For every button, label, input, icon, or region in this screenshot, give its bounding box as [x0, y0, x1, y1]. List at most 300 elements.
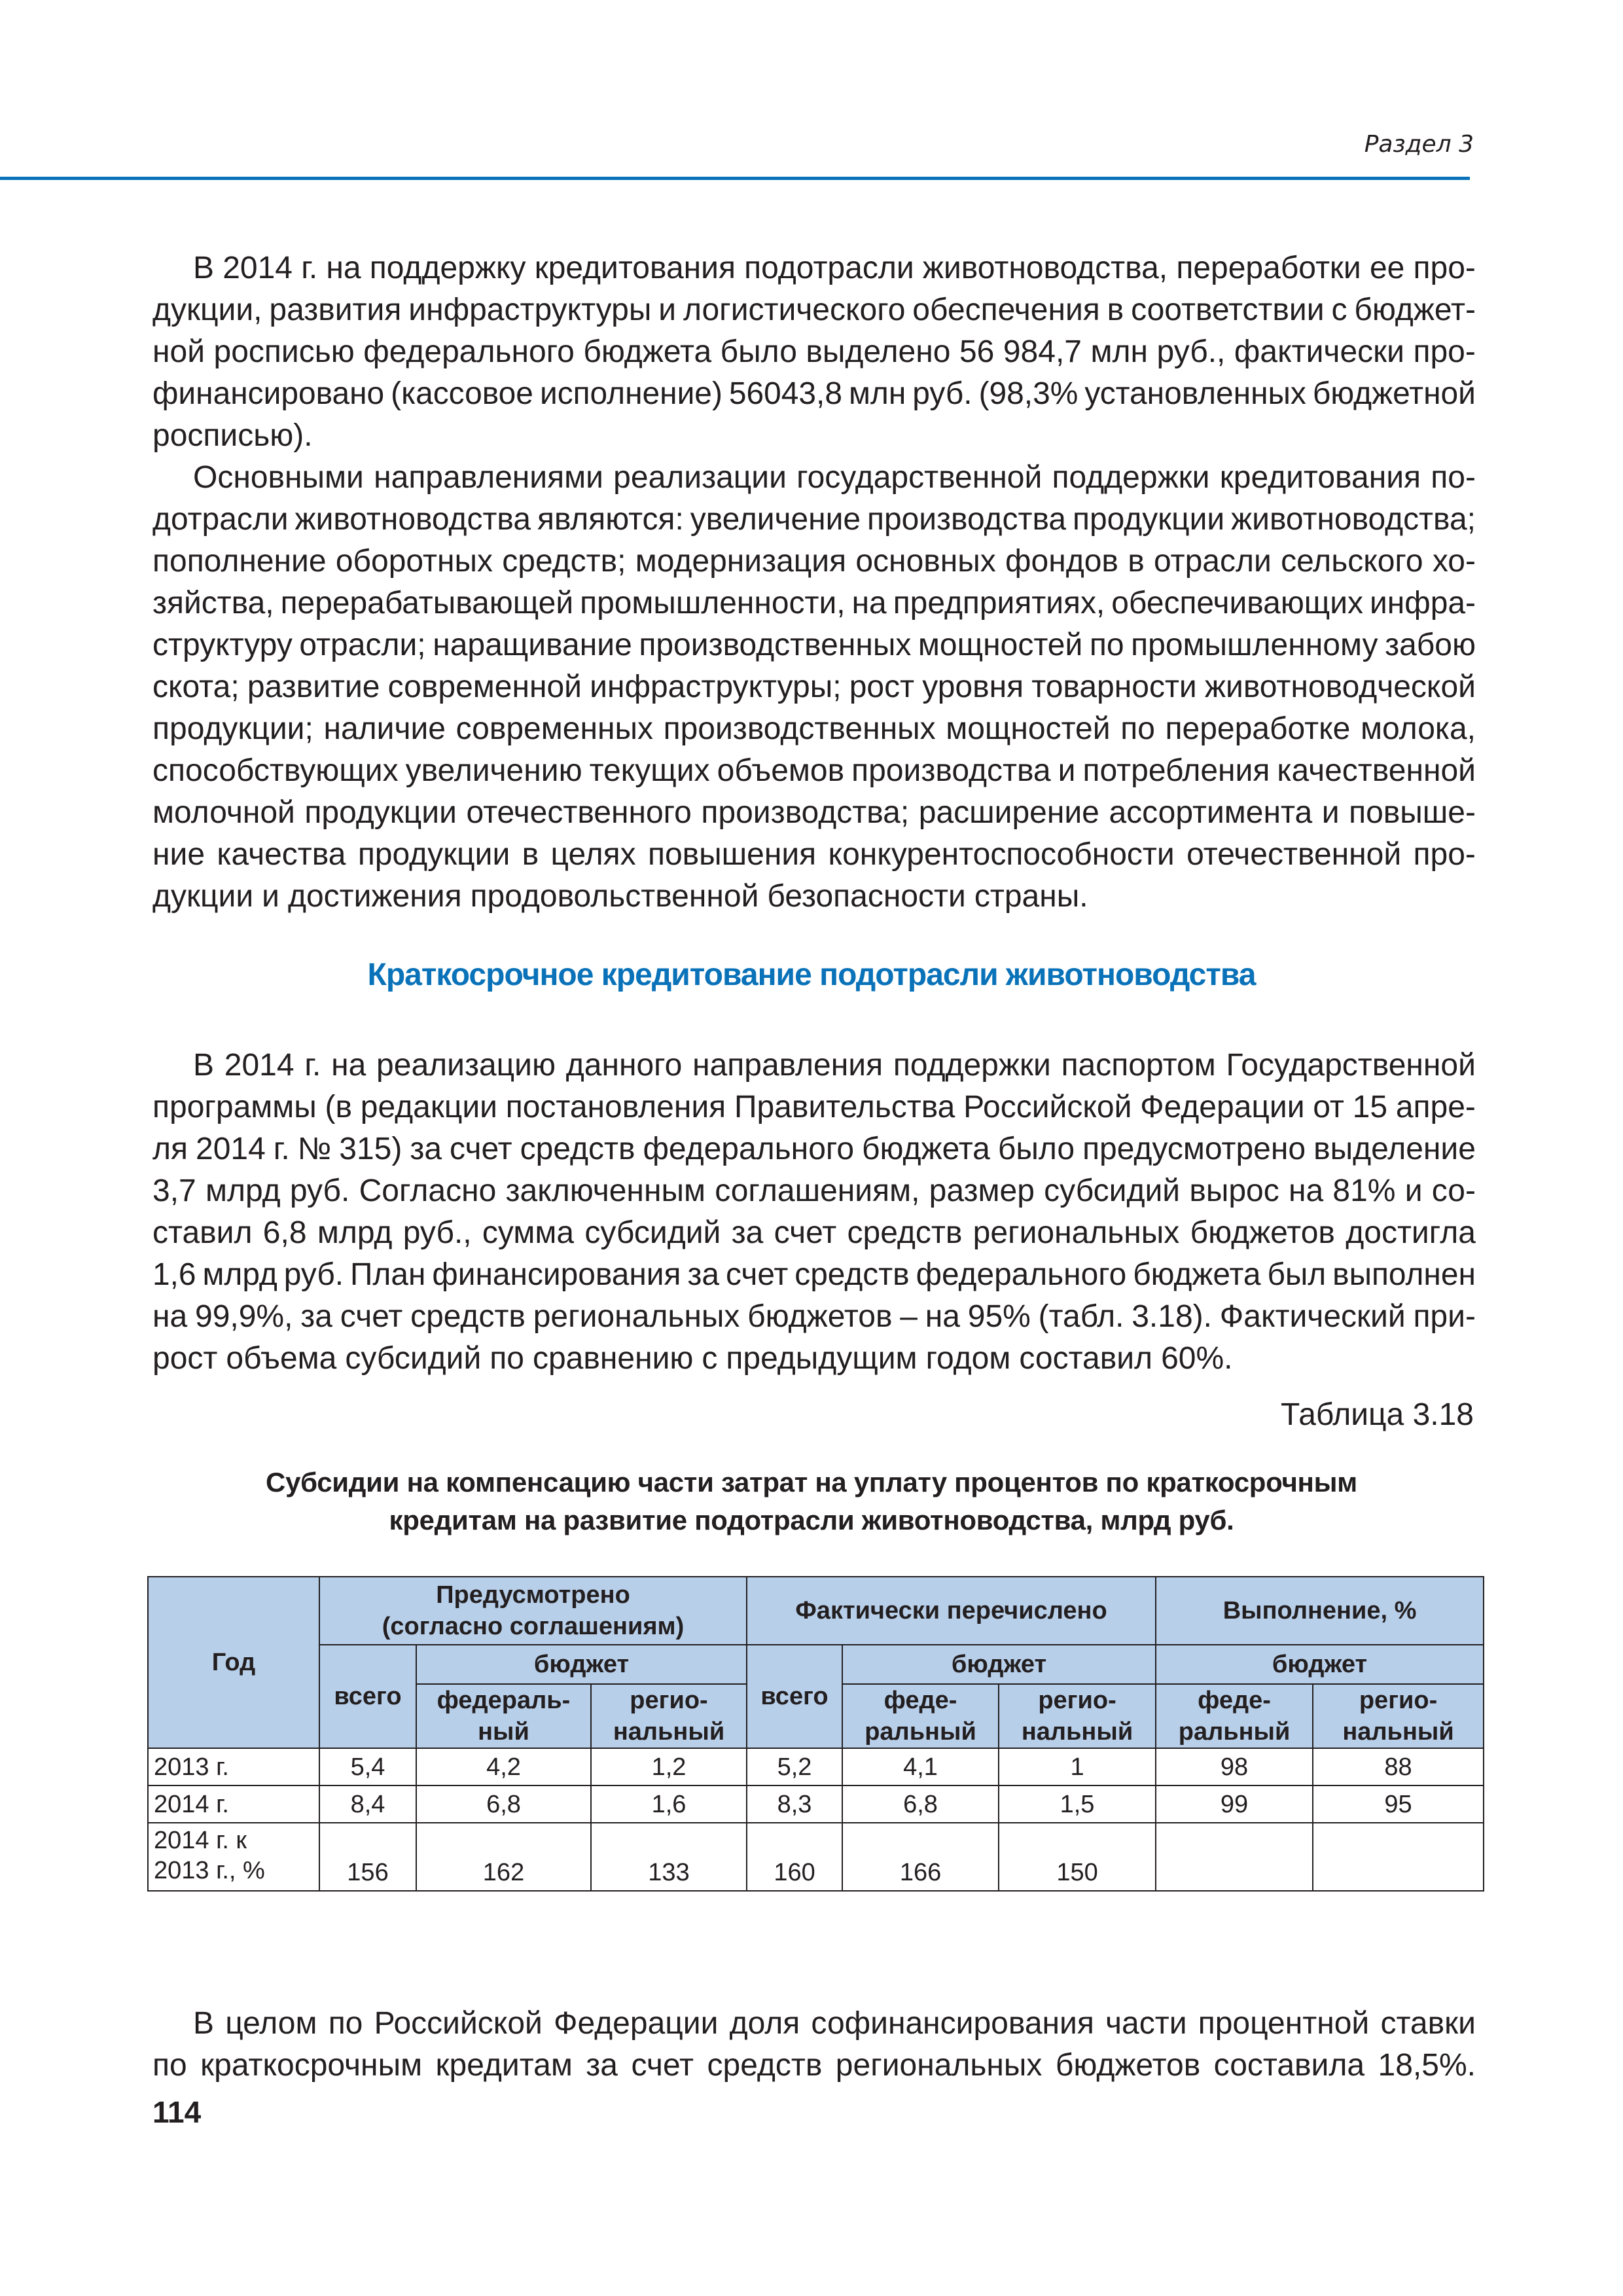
word: инфра- [1370, 586, 1476, 620]
word: отечественного [466, 795, 692, 830]
word: объемов [717, 753, 845, 788]
paragraph-line [152, 1212, 1476, 1254]
word: соглашениям, [715, 1174, 920, 1208]
header-execution-budget: бюджет [1156, 1645, 1484, 1684]
header-text: ральный [865, 1718, 976, 1746]
cell-actual-regional: 1,5 [999, 1785, 1156, 1823]
word: производства [866, 502, 1067, 537]
header-actual-budget: бюджет [842, 1645, 1156, 1684]
word: выделение [1313, 1132, 1476, 1166]
word: молочной [152, 795, 295, 830]
cell-year-line: 2013 г., % [154, 1857, 265, 1884]
word: про- [1413, 251, 1476, 285]
word: и [1404, 1174, 1423, 1208]
word: г. [304, 1048, 321, 1083]
cell-actual-total: 5,2 [747, 1748, 842, 1785]
word: расширение [918, 795, 1099, 830]
word: мощностей [946, 711, 1111, 746]
word: счет [340, 1299, 403, 1334]
cell-actual-total: 8,3 [747, 1785, 842, 1823]
word: конкурентоспособности [828, 837, 1175, 872]
paragraph-line [152, 750, 1476, 792]
word: кредитования [1219, 460, 1421, 495]
word: достигла [1346, 1215, 1476, 1250]
word: целом [225, 2006, 317, 2041]
word: был [1267, 1257, 1327, 1292]
table-number: Таблица 3.18 [1281, 1397, 1474, 1432]
paragraph-line [152, 1045, 1476, 1086]
paragraph-line [152, 541, 1476, 583]
header-text: регио- [1359, 1687, 1438, 1714]
word: счет [450, 1132, 512, 1166]
header-planned-regional [591, 1684, 747, 1748]
word: по [1120, 711, 1155, 746]
header-text: нальный [613, 1718, 725, 1746]
cell-planned-federal: 162 [416, 1823, 591, 1891]
word: млн [1090, 334, 1149, 369]
paragraph-line [152, 457, 1476, 499]
word: кредитования [534, 251, 736, 285]
word: 315) [339, 1132, 402, 1166]
header-planned-line: (согласно соглашениям) [382, 1613, 685, 1640]
paragraph-line [152, 289, 1476, 331]
word: руб., [1156, 334, 1226, 369]
word: 3.18). [1132, 1299, 1212, 1334]
word: основных [855, 544, 996, 579]
cell-planned-regional: 1,2 [591, 1748, 747, 1785]
header-planned-budget: бюджет [416, 1645, 747, 1684]
word: размер [929, 1174, 1035, 1208]
word: росписью). [152, 418, 313, 453]
word: животноводства [294, 502, 531, 537]
table-row [148, 1748, 1484, 1785]
paragraph-1 [152, 247, 1476, 457]
word: увеличение [690, 502, 861, 537]
paragraph-line [152, 247, 1476, 289]
paragraph-3 [152, 1045, 1476, 1380]
cell-year: 2014 г. [148, 1785, 319, 1823]
word: млн [848, 376, 906, 411]
word: по [490, 1341, 524, 1376]
word: на [851, 586, 887, 620]
word: План [350, 1257, 426, 1292]
word: направлениями [374, 460, 603, 495]
word: было [720, 334, 797, 369]
word: логистического [683, 293, 906, 327]
word: счет [726, 1257, 789, 1292]
word: 99,9%, [195, 1299, 293, 1334]
word: ной [152, 334, 205, 369]
header-text: регио- [630, 1687, 708, 1714]
word: производственных [663, 711, 936, 746]
word: сравнению [532, 1341, 694, 1376]
word: с [702, 1341, 718, 1376]
paragraph-line [152, 373, 1476, 415]
word: субсидий [1044, 1174, 1181, 1208]
word: товарности [1031, 670, 1197, 704]
word: продовольственной [470, 879, 759, 914]
cell-planned-total: 8,4 [319, 1785, 416, 1823]
word: целях [550, 837, 636, 872]
cell-actual-federal: 166 [842, 1823, 999, 1891]
word: Федерации [1140, 1090, 1305, 1124]
word: инфраструктуры; [590, 670, 842, 704]
word: сумма [482, 1215, 575, 1250]
word: и [1321, 795, 1340, 830]
word: годом [925, 1341, 1011, 1376]
word: бюджетной [1312, 376, 1476, 411]
word: млрд [205, 1174, 281, 1208]
word: установленных [1084, 376, 1306, 411]
table-caption [0, 1463, 1623, 1539]
word: дукции, [152, 293, 262, 327]
header-execution: Выполнение, % [1156, 1577, 1484, 1645]
word: процентной [1198, 2006, 1370, 2041]
word: ние [152, 837, 205, 872]
word: отечественной [1186, 837, 1402, 872]
word: составил [1019, 1341, 1153, 1376]
word: региональных [835, 2048, 1043, 2083]
word: ее [1369, 251, 1405, 285]
word: (в [325, 1090, 353, 1124]
word: субсидий [584, 1215, 721, 1250]
word: субсидий [345, 1341, 482, 1376]
word: программы [152, 1090, 317, 1124]
word: со- [1431, 1174, 1476, 1208]
word: повышения [647, 837, 817, 872]
header-actual-federal [842, 1684, 999, 1748]
word: за [731, 1215, 764, 1250]
header-planned-total: всего [319, 1645, 416, 1748]
word: государственной [796, 460, 1043, 495]
word: ассортимента [1109, 795, 1313, 830]
word: Фактический [1219, 1299, 1406, 1334]
word: страны. [974, 879, 1088, 914]
word: данного [565, 1048, 683, 1083]
word: фактически [1234, 334, 1404, 369]
word: обеспечивающих [1111, 586, 1363, 620]
word: на [152, 1299, 188, 1334]
word: продукции [1073, 502, 1225, 537]
word: уровня [922, 670, 1024, 704]
table-row [148, 1823, 1484, 1891]
word: оборотных [335, 544, 493, 579]
word: по- [1431, 460, 1476, 495]
word: сельского [1281, 544, 1423, 579]
subsidies-table [147, 1576, 1484, 1892]
word: 56043,8 [728, 376, 842, 411]
word: краткосрочным [200, 2048, 423, 2083]
paragraph-line [152, 1338, 1476, 1380]
word: 3,7 [152, 1174, 196, 1208]
word: молока, [1361, 711, 1476, 746]
paragraph-line [152, 624, 1476, 666]
page-number: 114 [152, 2095, 202, 2129]
paragraph-line [152, 2003, 1476, 2045]
cell-year-line: 2014 г. к [154, 1827, 247, 1854]
word: способствующих [152, 753, 399, 788]
word: производства; [701, 795, 910, 830]
word: бюджета [862, 1132, 990, 1166]
paragraph-line [152, 1170, 1476, 1212]
header-text: феде- [883, 1687, 957, 1714]
word: части [1105, 2006, 1187, 2041]
word: за [300, 1299, 332, 1334]
word: бюджета [1133, 1257, 1261, 1292]
cell-exec-regional [1313, 1823, 1484, 1891]
header-text: феде- [1198, 1687, 1271, 1714]
word: при- [1413, 1299, 1476, 1334]
word: руб. [283, 1257, 344, 1292]
word: переработке [1165, 711, 1351, 746]
word: поддержки [1052, 460, 1210, 495]
word: 81% [1332, 1174, 1396, 1208]
word: выполнен [1332, 1257, 1476, 1292]
cell-actual-total: 160 [747, 1823, 842, 1891]
word: составила [1213, 2048, 1365, 2083]
word: наращивание [433, 628, 632, 662]
word: доля [729, 2006, 800, 2041]
word: предусмотрено [1082, 1132, 1306, 1166]
word: (кассовое [391, 376, 533, 411]
word: В [193, 2006, 215, 2041]
word: инфраструктуры [408, 293, 652, 327]
word: качественной [1277, 753, 1476, 788]
word: средств [410, 1299, 526, 1334]
table-row [148, 1785, 1484, 1823]
word: обеспечения [912, 293, 1100, 327]
word: наличие [323, 711, 446, 746]
header-text: нальный [1021, 1718, 1133, 1746]
paragraph-line [152, 1086, 1476, 1128]
word: промышленному [1131, 628, 1378, 662]
word: рост [152, 1341, 218, 1376]
word: про- [1413, 334, 1476, 369]
paragraph-line [152, 331, 1476, 373]
word: увеличению [405, 753, 582, 788]
word: средств; [502, 544, 626, 579]
word: № [297, 1132, 332, 1166]
word: по [328, 2006, 363, 2041]
word: (98,3% [978, 376, 1079, 411]
word: вырос [1189, 1174, 1279, 1208]
word: исполнение) [539, 376, 722, 411]
word: Правительства [734, 1090, 955, 1124]
word: отрасли [1153, 544, 1272, 579]
table-caption-line: Субсидии на компенсацию части затрат на уплату процентов по краткосрочным [266, 1467, 1357, 1498]
word: фондов [1005, 544, 1118, 579]
word: развития [269, 293, 402, 327]
word: руб., [402, 1215, 472, 1250]
word: В [193, 1048, 215, 1083]
word: потребления [1082, 753, 1270, 788]
word: структуру [152, 628, 293, 662]
word: 15 [1352, 1090, 1388, 1124]
word: продукции; [152, 711, 313, 746]
word: средств [847, 1215, 963, 1250]
word: постановления [505, 1090, 726, 1124]
word: 984,7 [1003, 334, 1082, 369]
cell-actual-federal: 6,8 [842, 1785, 999, 1823]
word: средств [520, 1132, 635, 1166]
word: соответствии [1131, 293, 1325, 327]
word: – [900, 1299, 918, 1334]
word: Российской [963, 1090, 1132, 1124]
word: бюджет- [1354, 293, 1476, 327]
word: отрасли; [299, 628, 426, 662]
word: предыдущим [726, 1341, 918, 1376]
word: за [410, 1132, 442, 1166]
word: дукции [152, 879, 254, 914]
word: модернизация [635, 544, 847, 579]
word: Федерации [554, 2006, 719, 2041]
word: 56 [959, 334, 995, 369]
cell-planned-regional: 133 [591, 1823, 747, 1891]
word: животноводческой [1204, 670, 1476, 704]
word: апре- [1395, 1090, 1476, 1124]
header-text: федераль- [437, 1687, 571, 1714]
paragraph-line [152, 834, 1476, 876]
word: росписью [213, 334, 355, 369]
word: перерабатывающей [280, 586, 574, 620]
paragraph-line [152, 415, 1476, 457]
word: подотрасли [744, 251, 914, 285]
cell-planned-total: 156 [319, 1823, 416, 1891]
word: безопасности [767, 879, 966, 914]
header-rule [0, 177, 1470, 180]
word: современных [455, 711, 653, 746]
word: кредитам [435, 2048, 573, 2083]
word: текущих [589, 753, 710, 788]
word: производственных [639, 628, 912, 662]
header-actual: Фактически перечислено [747, 1577, 1156, 1645]
word: на [1288, 1174, 1324, 1208]
word: Согласно [359, 1174, 497, 1208]
word: средств [707, 2048, 823, 2083]
word: региональных [972, 1215, 1180, 1250]
paragraph-line [152, 1254, 1476, 1296]
word: переработки [1176, 251, 1361, 285]
cell-exec-federal: 98 [1156, 1748, 1313, 1785]
word: г. [301, 251, 318, 285]
word: объема [226, 1341, 337, 1376]
word: Российской [374, 2006, 543, 2041]
table-caption-line: кредитам на развитие подотрасли животноводства, млрд руб. [389, 1505, 1234, 1535]
word: софинансирования [811, 2006, 1094, 2041]
cell-year: 2013 г. [148, 1748, 319, 1785]
word: ставки [1380, 2006, 1476, 2041]
word: счет [631, 2048, 694, 2083]
word: г. [273, 1132, 290, 1166]
word: мощностей [918, 628, 1083, 662]
word: финансирования [432, 1257, 681, 1292]
cell-planned-federal: 4,2 [416, 1748, 591, 1785]
cell-exec-federal: 99 [1156, 1785, 1313, 1823]
word: поддержки [893, 1048, 1051, 1083]
paragraph-line [152, 876, 1476, 918]
word: в [522, 837, 539, 872]
word: продукции [304, 795, 457, 830]
paragraph-line [152, 792, 1476, 834]
word: 1,6 [152, 1257, 196, 1292]
paragraph-2 [152, 457, 1476, 918]
word: 18,5%. [1378, 2048, 1476, 2083]
running-head: Раздел 3 [1364, 131, 1474, 158]
word: качества [217, 837, 346, 872]
cell-planned-total: 5,4 [319, 1748, 416, 1785]
word: про- [1413, 837, 1476, 872]
word: являются: [537, 502, 684, 537]
header-planned-federal [416, 1684, 591, 1748]
word: на [925, 1299, 960, 1334]
word: региональных [533, 1299, 740, 1334]
word: в [1128, 544, 1145, 579]
word: средств [794, 1257, 910, 1292]
word: было [997, 1132, 1075, 1166]
word: реализацию [376, 1048, 556, 1083]
word: промышленности, [580, 586, 846, 620]
word: достижения [287, 879, 462, 914]
word: млрд [202, 1257, 277, 1292]
paragraph-4 [152, 2003, 1476, 2087]
header-text: регио- [1038, 1687, 1116, 1714]
header-actual-total: всего [747, 1645, 842, 1748]
header-year: Год [148, 1577, 319, 1748]
cell-planned-federal: 6,8 [416, 1785, 591, 1823]
word: на [326, 251, 361, 285]
word: реализации [613, 460, 787, 495]
header-text: нальный [1342, 1718, 1454, 1746]
paragraph-line [152, 708, 1476, 750]
word: развитие [247, 670, 380, 704]
header-execution-regional [1313, 1684, 1484, 1748]
word: 2014 [224, 1048, 294, 1083]
word: предприятиях, [893, 586, 1105, 620]
header-text: ральный [1178, 1718, 1291, 1746]
word: от [1313, 1090, 1344, 1124]
word: продукции [357, 837, 510, 872]
word: зяйства, [152, 586, 274, 620]
cell-exec-regional: 88 [1313, 1748, 1484, 1785]
paragraph-line [152, 1128, 1476, 1170]
paragraph-line [152, 1296, 1476, 1338]
section-heading: Краткосрочное кредитование подотрасли животноводства [367, 958, 1256, 992]
word: и [1058, 753, 1076, 788]
word: рост [849, 670, 915, 704]
word: 60%. [1161, 1341, 1233, 1376]
word: финансировано [152, 376, 385, 411]
cell-exec-regional: 95 [1313, 1785, 1484, 1823]
word: и [262, 879, 279, 914]
word: с [1331, 293, 1347, 327]
word: заключенным [505, 1174, 705, 1208]
word: скота; [152, 670, 240, 704]
paragraph-line [152, 499, 1476, 541]
word: дотрасли [152, 502, 289, 537]
word: животноводства, [922, 251, 1168, 285]
cell-exec-federal [1156, 1823, 1313, 1891]
word: Государственной [1226, 1048, 1476, 1083]
word: федерального [916, 1257, 1127, 1292]
word: федерального [643, 1132, 855, 1166]
word: направления [692, 1048, 883, 1083]
word: выделено [806, 334, 951, 369]
word: 95% [967, 1299, 1031, 1334]
word: по [1089, 628, 1124, 662]
word: 2014 [223, 251, 293, 285]
word: за [586, 2048, 618, 2083]
word: счет [774, 1215, 837, 1250]
